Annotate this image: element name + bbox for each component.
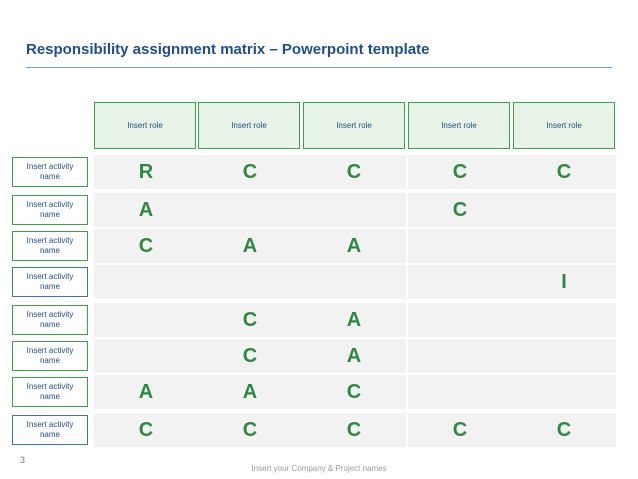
raci-cell: R — [94, 155, 198, 189]
raci-cell: C — [198, 155, 302, 189]
activity-label: Insert activity name — [12, 377, 88, 407]
raci-cell: C — [302, 375, 406, 409]
activity-label: Insert activity name — [12, 305, 88, 335]
raci-cell — [198, 193, 302, 227]
raci-cell: C — [408, 413, 512, 447]
raci-cell: I — [512, 265, 616, 299]
raci-cell: A — [198, 375, 302, 409]
role-header: Insert role — [303, 102, 405, 149]
raci-cell — [302, 193, 406, 227]
raci-cell — [94, 339, 198, 373]
raci-cell: A — [302, 229, 406, 263]
raci-cell: C — [94, 413, 198, 447]
activity-label: Insert activity name — [12, 157, 88, 187]
raci-cell — [512, 193, 616, 227]
raci-cell: C — [302, 413, 406, 447]
role-header: Insert role — [198, 102, 300, 149]
raci-cell: A — [94, 193, 198, 227]
activity-label: Insert activity name — [12, 195, 88, 225]
raci-cell — [408, 375, 512, 409]
activity-label: Insert activity name — [12, 415, 88, 445]
activity-label: Insert activity name — [12, 231, 88, 261]
raci-cell: C — [198, 303, 302, 337]
raci-cell — [408, 303, 512, 337]
raci-cell — [408, 339, 512, 373]
raci-cell — [94, 265, 198, 299]
raci-cell: C — [302, 155, 406, 189]
activity-label: Insert activity name — [12, 267, 88, 297]
raci-cell — [408, 265, 512, 299]
raci-cell: C — [512, 155, 616, 189]
raci-cell: A — [302, 339, 406, 373]
raci-cell — [302, 265, 406, 299]
activity-label: Insert activity name — [12, 341, 88, 371]
raci-cell — [198, 265, 302, 299]
slide-title: Responsibility assignment matrix – Powerpoint template — [26, 41, 430, 58]
raci-cell: A — [94, 375, 198, 409]
footer-text: Insert your Company & Project names — [251, 464, 387, 473]
raci-cell — [512, 375, 616, 409]
raci-cell: C — [198, 413, 302, 447]
raci-cell: A — [302, 303, 406, 337]
raci-cell: C — [198, 339, 302, 373]
raci-cell: A — [198, 229, 302, 263]
title-divider — [26, 67, 612, 68]
raci-cell — [512, 229, 616, 263]
raci-cell: C — [94, 229, 198, 263]
raci-cell — [94, 303, 198, 337]
role-header: Insert role — [94, 102, 196, 149]
raci-cell: C — [408, 193, 512, 227]
role-header: Insert role — [513, 102, 615, 149]
raci-cell — [512, 339, 616, 373]
raci-cell — [512, 303, 616, 337]
raci-cell — [408, 229, 512, 263]
raci-cell: C — [512, 413, 616, 447]
raci-cell: C — [408, 155, 512, 189]
role-header: Insert role — [408, 102, 510, 149]
page-number: 3 — [20, 455, 26, 465]
